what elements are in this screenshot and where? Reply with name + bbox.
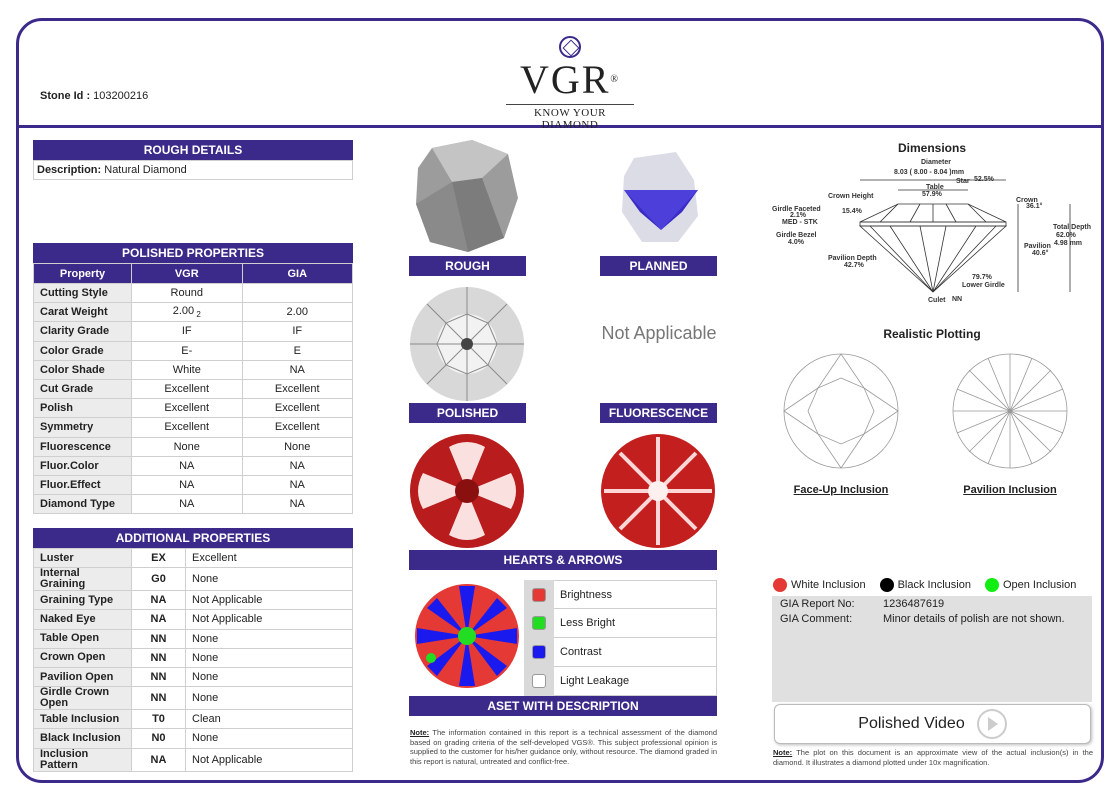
grade-description: None — [186, 687, 353, 710]
property-name: Pavilion Open — [34, 667, 132, 686]
property-name: Cutting Style — [34, 284, 132, 303]
inclusion-legend — [773, 578, 1090, 592]
vgr-value: Excellent — [132, 399, 243, 418]
registered-mark: ® — [610, 74, 621, 85]
hearts-arrows-label: HEARTS & ARROWS — [409, 550, 717, 570]
plot-note: Note: The plot on this document is an approximate view of the actual inclusion(s) in the diamond. It illustrates a diamond plotted under 10x magnification. — [773, 748, 1094, 767]
crown-height-value: 15.4% — [842, 208, 862, 215]
star-value: 52.5% — [974, 176, 994, 183]
description-value: Natural Diamond — [104, 164, 187, 176]
total-depth-mm: 4.98 mm — [1054, 240, 1083, 247]
property-name: Color Shade — [34, 360, 132, 379]
stone-id — [40, 90, 148, 102]
gia-value: NA — [242, 495, 353, 514]
rough-details-title: ROUGH DETAILS — [33, 140, 353, 160]
polished-row — [34, 418, 353, 437]
svg-text:Lower Girdle: Lower Girdle — [962, 282, 1005, 289]
white-inclusion-dot — [773, 578, 787, 592]
additional-row — [34, 568, 353, 591]
vgr-value: E- — [132, 341, 243, 360]
rough-description — [33, 160, 353, 180]
planned-label: PLANNED — [600, 256, 717, 276]
carat-subscript: 2 — [194, 310, 201, 320]
girdle-size-value: MED - STK — [782, 219, 818, 226]
grade-description: None — [186, 729, 353, 748]
grade-code: NN — [132, 667, 186, 686]
polished-row — [34, 495, 353, 514]
additional-row — [34, 667, 353, 686]
less-bright-swatch — [532, 616, 546, 630]
svg-text:Girdle Bezel: Girdle Bezel — [776, 232, 817, 239]
additional-row — [34, 549, 353, 568]
crown-angle-value: 36.1° — [1026, 203, 1043, 210]
property-name: Fluorescence — [34, 437, 132, 456]
col-gia: GIA — [242, 264, 353, 284]
hearts-image — [409, 433, 525, 549]
property-name: Clarity Grade — [34, 322, 132, 341]
svg-text:Crown: Crown — [1016, 197, 1038, 204]
property-name: Polish — [34, 399, 132, 418]
polished-row — [34, 303, 353, 322]
legend-open-inclusion: Open Inclusion — [985, 578, 1076, 592]
polished-properties-table — [33, 263, 353, 514]
grade-code: EX — [132, 549, 186, 568]
lower-girdle-value: 79.7% — [972, 274, 992, 281]
grade-code: NN — [132, 648, 186, 667]
property-name: Color Grade — [34, 341, 132, 360]
legend-brightness: Brightness — [524, 580, 717, 609]
grade-description: None — [186, 568, 353, 591]
aset-legend — [524, 580, 717, 696]
grade-code: N0 — [132, 729, 186, 748]
svg-text:Pavilion Depth: Pavilion Depth — [828, 255, 877, 262]
grade-description: Not Applicable — [186, 591, 353, 610]
polished-video-label: Polished Video — [858, 715, 965, 732]
gia-value: NA — [242, 475, 353, 494]
property-name: Girdle Crown Open — [34, 687, 132, 710]
brand-name: VGR — [519, 57, 611, 102]
rough-diamond-image — [412, 138, 522, 254]
property-name: Naked Eye — [34, 610, 132, 629]
property-name: Black Inclusion — [34, 729, 132, 748]
polished-row — [34, 284, 353, 303]
legend-contrast: Contrast — [524, 638, 717, 667]
vgr-value: NA — [132, 456, 243, 475]
vgr-value: IF — [132, 322, 243, 341]
grade-code: T0 — [132, 710, 186, 729]
legend-less-bright: Less Bright — [524, 609, 717, 638]
light-leakage-swatch — [532, 674, 546, 688]
grade-description: None — [186, 667, 353, 686]
rough-details — [33, 140, 353, 180]
gia-report-number: 1236487619 — [883, 598, 945, 610]
polished-diamond-image — [409, 286, 525, 402]
dimensions-title: Dimensions — [897, 141, 966, 155]
fluorescence-not-applicable: Not Applicable — [601, 323, 717, 343]
property-name: Inclusion Pattern — [34, 748, 132, 771]
realistic-plotting-title: Realistic Plotting — [883, 327, 981, 341]
svg-text:Culet: Culet — [928, 297, 946, 304]
table-value: 57.9% — [922, 191, 942, 198]
additional-row — [34, 748, 353, 771]
gia-value: Excellent — [242, 418, 353, 437]
gia-value: E — [242, 341, 353, 360]
col-property: Property — [34, 264, 132, 284]
pavilion-depth-value: 42.7% — [844, 262, 864, 269]
vgr-value: None — [132, 437, 243, 456]
open-inclusion-dot — [985, 578, 999, 592]
gia-value: NA — [242, 360, 353, 379]
grade-code: NA — [132, 591, 186, 610]
gia-value — [242, 284, 353, 303]
polished-video-button[interactable] — [774, 704, 1091, 744]
grade-description: Not Applicable — [186, 748, 353, 771]
polished-properties — [33, 243, 353, 514]
additional-properties — [33, 528, 353, 772]
legend-white-inclusion: White Inclusion — [773, 578, 866, 592]
polished-row — [34, 379, 353, 398]
aset-image — [411, 582, 523, 690]
svg-text:Girdle Faceted: Girdle Faceted — [772, 206, 821, 213]
vgr-value: NA — [132, 495, 243, 514]
brand-tagline: KNOW YOUR DIAMOND — [506, 104, 634, 131]
property-name: Carat Weight — [34, 303, 132, 322]
gia-value: Excellent — [242, 379, 353, 398]
girdle-bezel-value: 4.0% — [788, 239, 804, 246]
diameter-label: Diameter — [921, 159, 951, 166]
description-label: Description: — [37, 164, 102, 176]
face-up-plot — [782, 352, 900, 470]
polished-row — [34, 456, 353, 475]
contrast-swatch — [532, 645, 546, 659]
svg-text:Star: Star — [956, 178, 970, 185]
additional-properties-title: ADDITIONAL PROPERTIES — [33, 528, 353, 548]
diamond-emblem-icon — [559, 36, 581, 58]
additional-row — [34, 687, 353, 710]
grade-description: Clean — [186, 710, 353, 729]
polished-properties-title: POLISHED PROPERTIES — [33, 243, 353, 263]
legend-light-leakage: Light Leakage — [524, 667, 717, 696]
additional-row — [34, 591, 353, 610]
property-name: Cut Grade — [34, 379, 132, 398]
arrows-image — [600, 433, 716, 549]
additional-row — [34, 710, 353, 729]
dimensions-diagram — [770, 156, 1096, 306]
polished-row — [34, 322, 353, 341]
grade-code: NA — [132, 748, 186, 771]
gia-value: Excellent — [242, 399, 353, 418]
col-vgr: VGR — [132, 264, 243, 284]
play-icon[interactable] — [977, 709, 1007, 739]
vgr-value: Excellent — [132, 379, 243, 398]
additional-row — [34, 729, 353, 748]
property-name: Fluor.Effect — [34, 475, 132, 494]
stone-id-value: 103200216 — [93, 90, 149, 102]
additional-row — [34, 610, 353, 629]
gia-comment-label: GIA Comment: — [780, 613, 853, 625]
property-name: Crown Open — [34, 648, 132, 667]
legend-black-inclusion: Black Inclusion — [880, 578, 971, 592]
gia-value: NA — [242, 456, 353, 475]
svg-text:Total Depth: Total Depth — [1053, 224, 1091, 231]
pavilion-plot — [951, 352, 1069, 470]
gia-value: 2.00 — [242, 303, 353, 322]
polished-row — [34, 475, 353, 494]
property-name: Graining Type — [34, 591, 132, 610]
face-up-inclusion-label: Face-Up Inclusion — [793, 484, 889, 496]
polished-row — [34, 360, 353, 379]
gia-report-label: GIA Report No: — [780, 598, 855, 610]
property-name: Internal Graining — [34, 568, 132, 591]
additional-row — [34, 629, 353, 648]
additional-properties-table — [33, 548, 353, 772]
property-name: Luster — [34, 549, 132, 568]
stone-id-label: Stone Id : — [40, 90, 91, 102]
vgr-value: Excellent — [132, 418, 243, 437]
culet-value: NN — [952, 296, 963, 303]
svg-text:Crown Height: Crown Height — [828, 193, 874, 200]
grade-code: NN — [132, 629, 186, 648]
property-name: Table Open — [34, 629, 132, 648]
grade-description: Excellent — [186, 549, 353, 568]
grade-code: NN — [132, 687, 186, 710]
vgr-value: 2.00 $_2$ — [132, 303, 243, 322]
property-name: Table Inclusion — [34, 710, 132, 729]
pavilion-inclusion-label: Pavilion Inclusion — [963, 484, 1057, 496]
rough-label: ROUGH — [409, 256, 526, 276]
grade-description: Not Applicable — [186, 610, 353, 629]
technical-note: Note: The information contained in this report is a technical assessment of the diamond based on grading criteria of the self-developed VGS®. This subject professional opinion is supplied to the customer for his/her guidance only, without resource. The diamond graded in this report is natural, untreated and conflict-free. — [410, 728, 718, 766]
grade-code: NA — [132, 610, 186, 629]
vgr-value: NA — [132, 475, 243, 494]
property-name: Fluor.Color — [34, 456, 132, 475]
total-depth-value: 62.0% — [1056, 232, 1076, 239]
polished-label: POLISHED — [409, 403, 526, 423]
polished-row — [34, 437, 353, 456]
vgr-value: White — [132, 360, 243, 379]
property-name: Diamond Type — [34, 495, 132, 514]
fluorescence-label: FLUORESCENCE — [600, 403, 717, 423]
polished-row — [34, 341, 353, 360]
grade-code: G0 — [132, 568, 186, 591]
aset-label: ASET WITH DESCRIPTION — [409, 696, 717, 716]
gia-info — [772, 596, 1092, 702]
additional-row — [34, 648, 353, 667]
svg-text:Pavilion: Pavilion — [1024, 243, 1051, 250]
grade-description: None — [186, 648, 353, 667]
pavilion-angle-value: 40.6° — [1032, 250, 1049, 257]
planned-diamond-image — [618, 150, 702, 246]
gia-comment: Minor details of polish are not shown. — [883, 613, 1065, 625]
grade-description: None — [186, 629, 353, 648]
vgr-value: Round — [132, 284, 243, 303]
gia-value: None — [242, 437, 353, 456]
gia-value: IF — [242, 322, 353, 341]
black-inclusion-dot — [880, 578, 894, 592]
brightness-swatch — [532, 588, 546, 602]
diameter-value: 8.03 ( 8.00 - 8.04 )mm — [894, 169, 965, 176]
girdle-faceted-value: 2.1% — [790, 212, 806, 219]
polished-row — [34, 399, 353, 418]
svg-text:Table: Table — [926, 184, 944, 191]
vgr-logo — [500, 36, 640, 131]
property-name: Symmetry — [34, 418, 132, 437]
